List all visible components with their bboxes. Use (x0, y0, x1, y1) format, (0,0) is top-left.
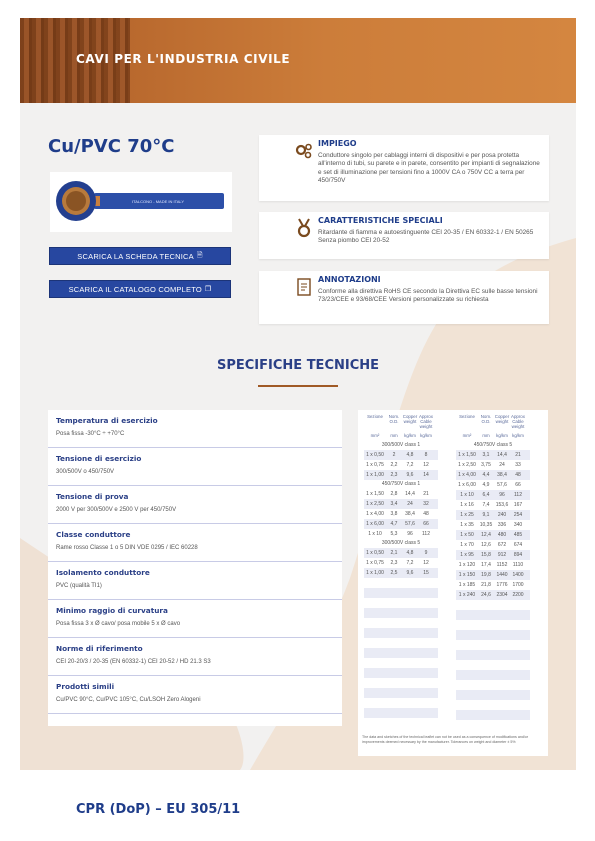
table-cell: 15 (423, 570, 429, 576)
table-cell: 1 x 0,75 (366, 560, 384, 566)
table-cell: 24 (499, 462, 505, 468)
table-cell: 66 (515, 482, 521, 488)
specs-title-underline (258, 385, 338, 387)
table-cell: 894 (513, 552, 523, 558)
table-cell: 1 x 0,75 (366, 462, 384, 468)
table-cell: 1440 (496, 572, 508, 578)
table-cell: 3,75 (481, 462, 491, 468)
spec-label: Minimo raggio di curvatura (56, 606, 168, 615)
table-cell: 2,3 (390, 560, 398, 566)
spec-item (48, 524, 342, 562)
table-cell: 1 x 1,50 (366, 491, 384, 497)
table-cell: 3,1 (482, 452, 490, 458)
table-row (456, 490, 530, 500)
table-row (364, 548, 438, 558)
table-cell: 4,7 (390, 521, 398, 527)
spec-value: Posa fissa -30°C ÷ +70°C (56, 431, 125, 437)
table-note: The data and sketches of the technical leaflet can not be used as a consequence of modifications and/or improvements deemed necessary by the manufacturer. Tolerances on weight and diameter ± 5% (362, 735, 529, 744)
table-row (456, 470, 530, 480)
table-header-cell: Approx Cable weight (419, 414, 433, 429)
table-cell: 48 (515, 472, 521, 478)
table-cell: 912 (497, 552, 507, 558)
download-tech-sheet-button[interactable] (49, 247, 231, 265)
spec-label: Tensione di esercizio (56, 454, 142, 463)
table-row (456, 500, 530, 510)
table-cell: 485 (513, 532, 523, 538)
card-annotazioni-title: ANNOTAZIONI (318, 275, 381, 284)
table-cell: 12,4 (481, 532, 491, 538)
download-catalog-button[interactable] (49, 280, 231, 298)
table-row (456, 450, 530, 460)
table-row (364, 489, 438, 499)
table-cell: 1700 (512, 582, 524, 588)
table-cell: 1 x 0,50 (366, 550, 384, 556)
table-cell: 21 (515, 452, 521, 458)
spec-value: 300/500V o 450/750V (56, 469, 115, 475)
table-cell: 1 x 6,00 (458, 482, 476, 488)
spec-item (48, 562, 342, 600)
table-cell: 2,2 (390, 462, 398, 468)
table-cell: 1 x 2,50 (366, 501, 384, 507)
table-header-cell: Approx Cable weight (511, 414, 525, 429)
table-cell: 1 x 35 (460, 522, 474, 528)
table-cell: 1 x 10 (460, 492, 474, 498)
table-cell: 2200 (512, 592, 524, 598)
table-cell: 48 (423, 511, 429, 517)
table-cell: 32 (423, 501, 429, 507)
table-cell: 112 (422, 531, 430, 537)
table-cell: 1 x 120 (458, 562, 476, 568)
table-row (456, 510, 530, 520)
table-row-empty (456, 660, 530, 670)
table-header-right (456, 414, 530, 440)
table-cell: 2 (392, 452, 396, 458)
card-annotazioni (259, 271, 549, 324)
table-cell: 57,6 (405, 521, 415, 527)
spec-item (48, 410, 342, 448)
table-cell: 24,6 (481, 592, 491, 598)
table-unit-cell: mm² (370, 433, 380, 438)
table-cell: 336 (497, 522, 507, 528)
card-impiego-title: IMPIEGO (318, 139, 357, 148)
specs-title: SPECIFICHE TECNICHE (217, 358, 379, 373)
table-cell: 17,4 (481, 562, 491, 568)
table-cell: 6,4 (482, 492, 490, 498)
table-cell: 9,6 (406, 472, 414, 478)
table-cell: 1 x 50 (460, 532, 474, 538)
table-row (456, 530, 530, 540)
table-row-empty (456, 600, 530, 610)
table-row-empty (364, 628, 438, 638)
table-row (456, 460, 530, 470)
table-cell: 38,4 (497, 472, 507, 478)
table-row-empty (456, 670, 530, 680)
table-cell: 1 x 240 (458, 592, 476, 598)
cable-image (50, 172, 232, 232)
table-cell: 674 (513, 542, 523, 548)
table-row-empty (364, 678, 438, 688)
table-row (456, 540, 530, 550)
cpr-link[interactable]: CPR (DoP) – EU 305/11 (76, 802, 241, 817)
document-icon: 🗎 (196, 251, 203, 259)
medal-icon (294, 218, 314, 238)
product-title: Cu/PVC 70°C (48, 136, 175, 157)
table-cell: 2,8 (390, 491, 398, 497)
table-cell: 2,5 (390, 570, 398, 576)
table-cell: 8 (424, 452, 428, 458)
table-cell: 96 (499, 492, 505, 498)
card-impiego (259, 135, 549, 201)
table-cell: 1 x 0,50 (366, 452, 384, 458)
spec-label: Temperatura di esercizio (56, 416, 158, 425)
table-row (456, 590, 530, 600)
table-unit-cell: kg/km (512, 433, 524, 438)
table-cell: 2,3 (390, 472, 398, 478)
spec-value: Cu/PVC 90°C, Cu/PVC 105°C, Cu/LSOH Zero Alogeni (56, 697, 201, 703)
spec-label: Prodotti simili (56, 682, 115, 691)
card-caratteristiche-title: CARATTERISTICHE SPECIALI (318, 216, 443, 225)
table-cell: 1400 (512, 572, 524, 578)
table-cell: 12 (423, 462, 429, 468)
gears-icon (294, 141, 314, 161)
table-cell: 240 (497, 512, 507, 518)
table-cell: 340 (513, 522, 523, 528)
card-caratteristiche-text: Ritardante di fiamma e autoestinguente CEI 20-35 / EN 60332-1 / EN 50265 Senza piombo CEI 20-52 (318, 229, 534, 245)
table-row (364, 519, 438, 529)
table-unit-cell: kg/km (496, 433, 508, 438)
table-cell: 66 (423, 521, 429, 527)
table-cell: 9,6 (406, 570, 414, 576)
card-impiego-text: Conduttore singolo per cablaggi interni di dispositivi e per posa protetta all'interno di tubi, su parete e in parete, consentito per impianti di segnalazione e set di illuminazione per tensioni fino a 1000V CA o 750V CC a terra per 450/750V (318, 152, 540, 185)
table-cell: 9 (424, 550, 428, 556)
cable-print: ITALCONO - MADE IN ITALY (132, 199, 185, 204)
table-row (364, 529, 438, 539)
table-row (456, 480, 530, 490)
cable-data-table (358, 410, 548, 756)
table-row-empty (364, 648, 438, 658)
table-cell: 1 x 1,50 (458, 452, 476, 458)
table-cell: 4,9 (482, 482, 490, 488)
spec-item (48, 486, 342, 524)
table-cell: 1 x 150 (458, 572, 476, 578)
table-row (456, 580, 530, 590)
spec-item (48, 600, 342, 638)
spec-label: Norme di riferimento (56, 644, 143, 653)
table-cell: 12,6 (481, 542, 491, 548)
table-cell: 1 x 185 (458, 582, 476, 588)
header-banner (20, 18, 576, 103)
table-cell: 1 x 10 (368, 531, 382, 537)
cable-illustration (50, 172, 232, 232)
table-cell: 57,6 (497, 482, 507, 488)
table-cell: 4,8 (406, 550, 414, 556)
table-cell: 480 (497, 532, 507, 538)
download-catalog-label: SCARICA IL CATALOGO COMPLETO (68, 284, 202, 294)
table-cell: 1 x 1,00 (366, 570, 384, 576)
download-tech-sheet-label: SCARICA LA SCHEDA TECNICA (77, 251, 194, 261)
table-cell: 14 (423, 472, 429, 478)
table-cell: 1 x 4,00 (366, 511, 384, 517)
table-cell: 1 x 95 (460, 552, 474, 558)
table-header-cell: Sezione (459, 414, 475, 419)
table-cell: 38,4 (405, 511, 415, 517)
table-row-empty (456, 700, 530, 710)
table-cell: 3,4 (390, 501, 398, 507)
table-group-label: 300/500V class 5 (381, 540, 421, 546)
table-cell: 1 x 2,50 (458, 462, 476, 468)
table-cell: 24 (407, 501, 413, 507)
table-unit-cell: kg/km (420, 433, 432, 438)
table-cell: 254 (513, 512, 523, 518)
table-cell: 153,6 (495, 502, 509, 508)
table-row (456, 560, 530, 570)
spec-value: Rame rosso Classe 1 o 5 DIN VDE 0295 / IEC 60228 (56, 545, 198, 551)
table-group-label: 300/500V class 1 (381, 442, 421, 448)
table-unit-cell: mm² (462, 433, 472, 438)
spec-label: Classe conduttore (56, 530, 131, 539)
table-cell: 1 x 1,00 (366, 472, 384, 478)
table-cell: 672 (497, 542, 507, 548)
spec-value: Posa fissa 3 x Ø cavo/ posa mobile 5 x Ø cavo (56, 621, 181, 627)
table-cell: 21,8 (481, 582, 491, 588)
table-row-empty (456, 720, 530, 730)
table-cell: 7,2 (406, 560, 414, 566)
book-icon: ❐ (204, 286, 212, 293)
spec-item (48, 638, 342, 676)
table-cell: 10,35 (479, 522, 493, 528)
table-row (364, 499, 438, 509)
table-cell: 7,4 (482, 502, 490, 508)
table-row-empty (456, 630, 530, 640)
table-header-left (364, 414, 438, 440)
table-cell: 19,8 (481, 572, 491, 578)
table-cell: 1152 (496, 562, 508, 568)
table-row (364, 460, 438, 470)
table-cell: 12 (423, 560, 429, 566)
table-unit-cell: mm (482, 433, 490, 438)
table-row (364, 568, 438, 578)
banner-title: CAVI PER L'INDUSTRIA CIVILE (76, 52, 291, 66)
table-cell: 14,4 (497, 452, 507, 458)
table-cell: 15,8 (481, 552, 491, 558)
table-unit-cell: kg/km (404, 433, 416, 438)
table-row-empty (456, 710, 530, 720)
table-cell: 96 (407, 531, 413, 537)
product-sheet (20, 18, 576, 770)
table-cell: 1 x 25 (460, 512, 474, 518)
table-cell: 3,8 (390, 511, 398, 517)
table-cell: 112 (514, 492, 522, 498)
card-caratteristiche (259, 212, 549, 259)
table-row-empty (364, 698, 438, 708)
table-row-empty (364, 638, 438, 648)
table-header-cell: Copper weight (494, 414, 510, 424)
table-cell: 4,4 (482, 472, 490, 478)
table-row-empty (364, 718, 438, 728)
table-header-cell: Nom. O.D. (388, 414, 400, 424)
table-row-empty (456, 650, 530, 660)
table-row-empty (364, 688, 438, 698)
spec-value: 2000 V per 300/500V e 2500 V per 450/750V (56, 507, 177, 513)
spec-item (48, 676, 342, 714)
table-cell: 21 (423, 491, 429, 497)
table-row-empty (456, 690, 530, 700)
document-icon (294, 277, 314, 297)
table-cell: 167 (513, 502, 523, 508)
table-row-empty (456, 610, 530, 620)
spec-item (48, 448, 342, 486)
table-row-empty (364, 618, 438, 628)
card-annotazioni-text: Conforme alla direttiva RoHS CE secondo la Direttiva EC sulle basse tensioni 73/23/CEE e 93/68/CEE Versioni personalizzate su richiesta (318, 288, 538, 304)
table-group-label: 450/750V class 1 (381, 481, 421, 487)
table-row-empty (364, 578, 438, 588)
table-cell: 4,8 (406, 452, 414, 458)
table-cell: 14,4 (405, 491, 415, 497)
spec-value: CEI 20-20/3 / 20-35 (EN 60332-1) CEI 20-52 / HD 21.3 S3 (56, 659, 211, 665)
table-row (456, 520, 530, 530)
table-row-empty (364, 668, 438, 678)
table-row-empty (456, 620, 530, 630)
table-row (364, 509, 438, 519)
table-cell: 7,2 (406, 462, 414, 468)
table-cell: 2304 (496, 592, 508, 598)
table-cell: 9,1 (482, 512, 490, 518)
table-row-empty (364, 588, 438, 598)
table-row-empty (364, 708, 438, 718)
table-cell: 33 (515, 462, 521, 468)
table-row (456, 550, 530, 560)
table-row-empty (364, 658, 438, 668)
table-row (364, 470, 438, 480)
table-cell: 1110 (512, 562, 524, 568)
table-cell: 1 x 16 (460, 502, 474, 508)
table-row-empty (456, 680, 530, 690)
table-header-cell: Copper weight (402, 414, 418, 424)
table-group-label: 450/750V class 5 (473, 442, 513, 448)
table-row (364, 558, 438, 568)
table-cell: 1776 (496, 582, 508, 588)
specs-list (48, 410, 342, 726)
table-row-empty (456, 640, 530, 650)
table-cell: 2,1 (390, 550, 398, 556)
table-cell: 1 x 6,00 (366, 521, 384, 527)
table-row-empty (364, 598, 438, 608)
table-header-cell: Nom. O.D. (480, 414, 492, 424)
table-row (456, 570, 530, 580)
table-row (364, 450, 438, 460)
table-row-empty (364, 608, 438, 618)
spec-label: Tensione di prova (56, 492, 129, 501)
table-cell: 1 x 4,00 (458, 472, 476, 478)
table-cell: 5,3 (390, 531, 398, 537)
table-unit-cell: mm (390, 433, 398, 438)
table-header-cell: Sezione (367, 414, 383, 419)
spec-value: PVC (qualità TI1) (56, 583, 102, 589)
spec-label: Isolamento conduttore (56, 568, 150, 577)
table-cell: 1 x 70 (460, 542, 474, 548)
